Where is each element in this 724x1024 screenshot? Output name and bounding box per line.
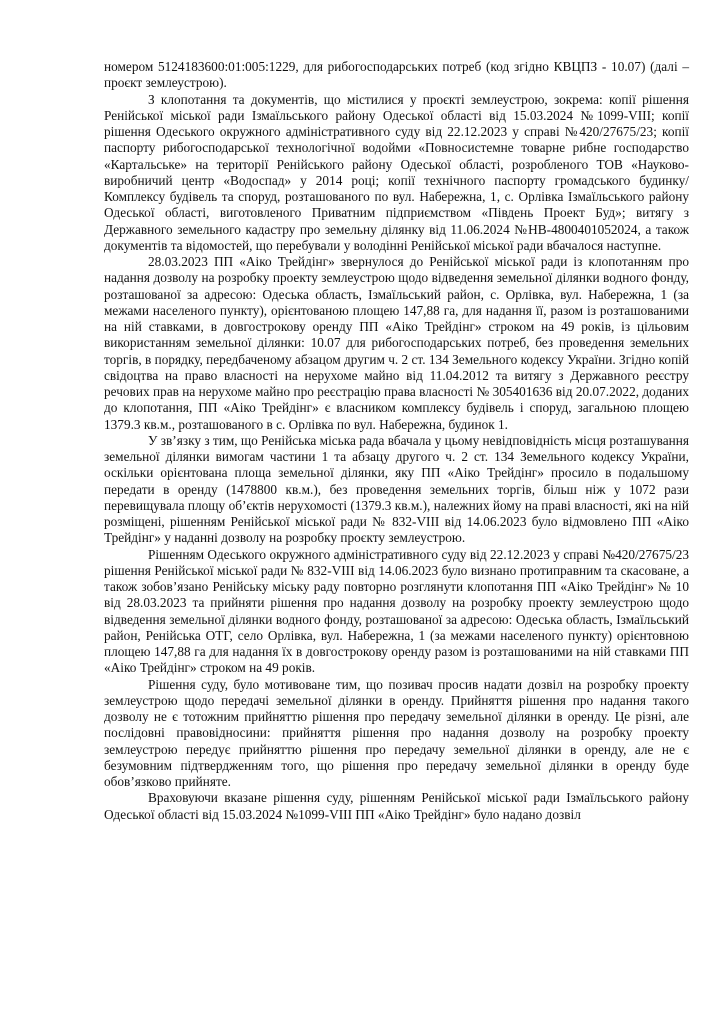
paragraph-petition: 28.03.2023 ПП «Аіко Трейдінг» звернулося до Ренійської міської ради із клопотанням про надання дозволу на розробку проекту землеустрою щодо відведення земельної ділянки водного фонду, розташованої за адресою: Одеська область, Ізмаїльський район, с. Орлівка, вул. Набережна, 1 (за межами населеного пункту), орієнтованою площею 147,88 га, для надання її, разом із розташованими на ній ставками, в довгострокову оренду ПП «Аіко Трейдінг» строком на 49 років, із цільовим використанням земельної ділянки: 10.07 для рибогосподарських потреб, без проведення земельних торгів, в порядку, передбаченому абзацом другим ч. 2 ст. 134 Земельного кодексу України. Згідно копій свідоцтва на право власності на нерухоме майно від 11.04.2012 та витягу з Державного реєстру речових прав на нерухоме майно про реєстрацію права власності № 305401636 від 20.07.2022, доданих до клопотання, ПП «Аіко Трейдінг» є власником комплексу будівель і споруд, загальною площею 1379.3 кв.м., розташованого в с. Орлівка по вул. Набережна, будинок 1. <box>104 254 689 432</box>
document-page <box>104 59 689 823</box>
paragraph-refusal: У зв’язку з тим, що Ренійська міська рада вбачала у цьому невідповідність місця розташування земельної ділянки вимогам частини 1 та абзацу другого ч. 2 ст. 134 Земельного кодексу України, оскільки орієнтована площа земельної ділянки, яку ПП «Аіко Трейдінг» просило в подальшому передати в оренду (1478800 кв.м.), без проведення земельних торгів, більш ніж у 1072 рази перевищувала площу об’єктів нерухомості (1379.3 кв.м.), належних йому на праві власності, які на ній розміщені, рішенням Ренійської міської ради № 832-VIII від 14.06.2023 було відмовлено ПП «Аіко Трейдінг» у наданні дозволу на розробку проєкту землеустрою. <box>104 432 689 546</box>
paragraph-permission-granted: Враховуючи вказане рішення суду, рішенням Ренійської міської ради Ізмаїльського району Одеської області від 15.03.2024 №1099-VIII ПП «Аіко Трейдінг» було надано дозвіл <box>104 790 689 822</box>
paragraph-court-motivation: Рішення суду, було мотивоване тим, що позивач просив надати дозвіл на розробку проекту землеустрою щодо передачі земельної ділянки в оренду. Прийняття рішення про надання такого дозволу не є тотожним прийняттю рішення про передачу земельної ділянки в оренду. Це різні, але послідовні правовідносини: прийняття рішення про надання дозволу на розробку проекту землеустрою передує прийняттю рішення про передачу земельної ділянки в оренду, але не є безумовним підтвердженням того, що рішення про передачу земельної ділянки в оренду буде обов’язково прийняте. <box>104 676 689 789</box>
paragraph-documents-review: З клопотання та документів, що містилися у проєкті землеустрою, зокрема: копії рішення Ренійської міської ради Ізмаїльського району Одеської області від 15.03.2024 №1099-VIII; копії рішення Одеського окружного адміністративного суду від 22.12.2023 у справі №420/27675/23; копії паспорту рибогосподарської технологічної водойми «Повносистемне товарне рибне господарство «Картальське» на території Ренійського району Одеської області, розробленого ТОВ «Науково-виробничий центр «Водоспад» у 2014 році; копії технічного паспорту громадського будинку/Комплексу будівель та споруд, розташованого по вул. Набережна, 1, с. Орлівка Ізмаїльського району Одеської області, виготовленого Приватним підприємством «Південь Проект Буд»; витягу з Державного земельного кадастру про земельну ділянку від 11.06.2024 №НВ-4800401052024, а також документів та відомостей, що перебували у володінні Ренійської міської ради вбачалося наступне. <box>104 91 689 253</box>
paragraph-court-decision: Рішенням Одеського окружного адміністративного суду від 22.12.2023 у справі №420/27675/23 рішення Ренійської міської ради № 832-VIII від 14.06.2023 було визнано протиправним та скасоване, а також зобов’язано Ренійську міську раду повторно розглянути клопотання ПП «Аіко Трейдінг» № 10 від 28.03.2023 та прийняти рішення про надання дозволу на розробку проекту землеустрою щодо відведення земельної ділянки водного фонду, розташованої за адресою: Одеська область, Ізмаїльський район, Ренійська ОТГ, село Орлівка, вул. Набережна, 1 (за межами населеного пункту) орієнтовною площею 147,88 га для надання їх в довгострокову оренду разом із розташованими на ній ставками ПП «Аіко Трейдінг» строком на 49 років. <box>104 546 689 676</box>
paragraph-project-number: номером 5124183600:01:005:1229, для рибогосподарських потреб (код згідно КВЦПЗ - 10.07) (далі – проєкт землеустрою). <box>104 59 689 91</box>
